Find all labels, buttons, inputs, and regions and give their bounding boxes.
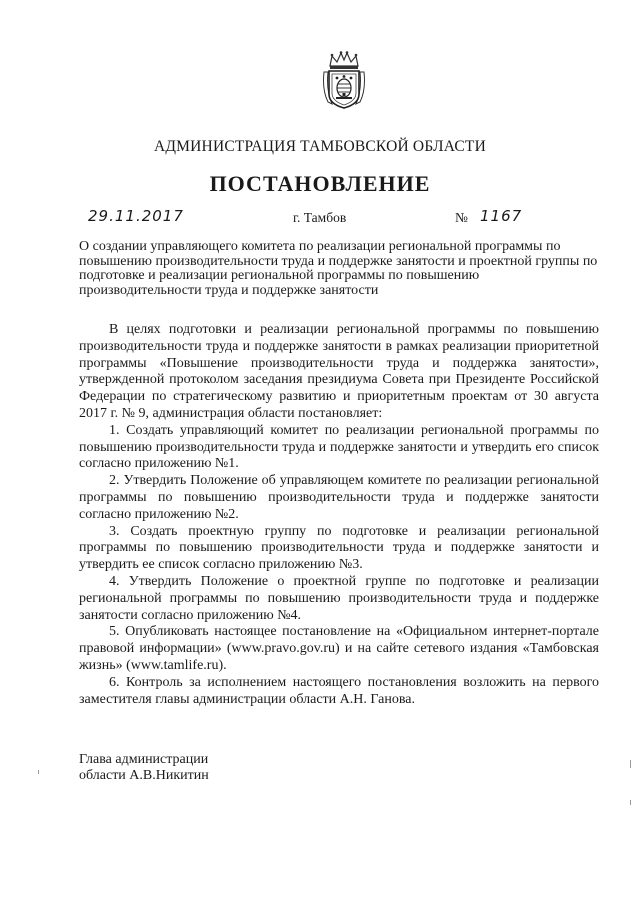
clause-paragraph: 5. Опубликовать настоящее постановление на «Официальном интернет-портале правовой информации» (www.pravo.gov.ru) и на сайте сетевого издания «Тамбовская жизнь» (www.tamlife.ru). — [79, 624, 599, 673]
document-number-label: № — [455, 210, 468, 225]
signature-block — [79, 752, 209, 784]
clause-paragraph: 4. Утвердить Положение о проектной группе по подготовке и реализации региональной программы по повышению производительности труда и поддержке занятости согласно приложению №4. — [79, 573, 599, 623]
document-subject: О создании управляющего комитета по реализации региональной программы по повышению производительности труда и поддержке занятости и проектной группы по подготовке и реализации региональной программы по повышению производительности труда и поддержке занятости — [79, 239, 598, 298]
clause-paragraph: 3. Создать проектную группу по подготовке и реализации региональной программы по повышению производительности труда и поддержке занятости и утвердить ее список согласно приложению №3. — [79, 523, 599, 573]
signature-position: Глава администрации — [79, 752, 209, 767]
document-body — [79, 322, 599, 708]
document-city: г. Тамбов — [293, 210, 347, 225]
preamble-paragraph: В целях подготовки и реализации региональной программы по повышению производительности труда и поддержке занятости в рамках реализации приоритетной программы «Повышение производительности труда и поддержка занятости», утвержденной протоколом заседания президиума Совета при Президенте Российской Федерации по стратегическому развитию и приоритетным проектам от 30 августа 2017 г. № 9, администрация области постановляет: — [79, 322, 599, 421]
scan-artifact — [38, 770, 39, 774]
clause-paragraph: 2. Утвердить Положение об управляющем комитете по реализации региональной программы по повышению производительности труда и поддержке занятости согласно приложению №2. — [79, 473, 599, 522]
clause-paragraph: 1. Создать управляющий комитет по реализации региональной программы по повышению производительности труда и поддержке занятости и утвердить его список согласно приложению №1. — [79, 422, 599, 472]
document-date: 29.11.2017 — [88, 207, 184, 225]
scan-artifact — [630, 760, 631, 768]
signature-name: области А.В.Никитин — [79, 768, 209, 783]
clause-paragraph: 6. Контроль за исполнением настоящего постановления возложить на первого заместителя главы администрации области А.Н. Ганова. — [79, 674, 599, 707]
scan-artifact — [630, 800, 631, 805]
coat-of-arms-icon — [322, 50, 366, 110]
document-number: 1167 — [480, 207, 523, 225]
organization-name: АДМИНИСТРАЦИЯ ТАМБОВСКОЙ ОБЛАСТИ — [154, 138, 486, 155]
document-type: ПОСТАНОВЛЕНИЕ — [209, 171, 431, 196]
